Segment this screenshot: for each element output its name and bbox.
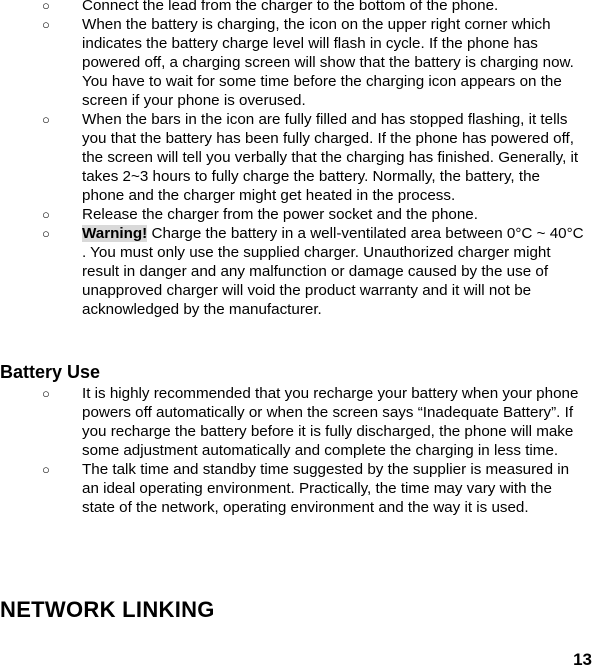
battery-use-heading: Battery Use bbox=[0, 362, 101, 382]
list-item bbox=[0, 384, 600, 460]
list-item bbox=[0, 15, 600, 110]
bullet-icon: ○ bbox=[42, 0, 50, 13]
list-item-text: When the bars in the icon are fully filled and has stopped flashing, it tells you that the battery has been fully charged. If the phone has powered off, the screen will tell you verbally that the charging has finished. Generally, it takes 2~3 hours to fully charge the battery. Normally, the battery, the phone and the charger might get heated in the process. bbox=[82, 111, 579, 204]
list-item-text: The talk time and standby time suggested by the supplier is measured in an ideal operating environment. Practically, the time may vary with the state of the network, operating environment and the way it is used. bbox=[82, 461, 570, 516]
list-item-text: Release the charger from the power socket and the phone. bbox=[82, 206, 478, 223]
list-item-text: When the battery is charging, the icon on the upper right corner which indicates the battery charge level will flash in cycle. If the phone has powered off, a charging screen will show that the battery is charging now. You have to wait for some time before the charging icon appears on the screen if your phone is overused. bbox=[82, 16, 574, 109]
bullet-icon: ○ bbox=[42, 17, 50, 32]
list-item bbox=[0, 460, 600, 517]
network-linking-heading: NETWORK LINKING bbox=[0, 597, 215, 622]
bullet-icon: ○ bbox=[42, 112, 50, 127]
list-item bbox=[0, 224, 600, 319]
list-item bbox=[0, 0, 600, 15]
list-item bbox=[0, 110, 600, 205]
warning-label: Warning! bbox=[82, 225, 148, 242]
battery-use-list bbox=[0, 384, 600, 517]
page-number: 13 bbox=[573, 650, 592, 669]
bullet-icon: ○ bbox=[42, 226, 50, 241]
list-item-text: Connect the lead from the charger to the bottom of the phone. bbox=[82, 0, 499, 14]
bullet-icon: ○ bbox=[42, 386, 50, 401]
list-item bbox=[0, 205, 600, 224]
bullet-icon: ○ bbox=[42, 462, 50, 477]
bullet-icon: ○ bbox=[42, 207, 50, 222]
list-item-text: It is highly recommended that you recharge your battery when your phone powers off automatically or when the screen says “Inadequate Battery”. If you recharge the battery before it is fully discharged, the phone will make some adjustment automatically and complete the charging in less time. bbox=[82, 385, 579, 459]
list-item-text: Charge the battery in a well-ventilated area between 0°C ~ 40°C . You must only use the supplied charger. Unauthorized charger might result in danger and any malfunction or damage caused by the use of unapproved charger will void the product warranty and it will not be acknowledged by the manufacturer. bbox=[82, 225, 584, 318]
charging-steps-list bbox=[0, 0, 600, 319]
